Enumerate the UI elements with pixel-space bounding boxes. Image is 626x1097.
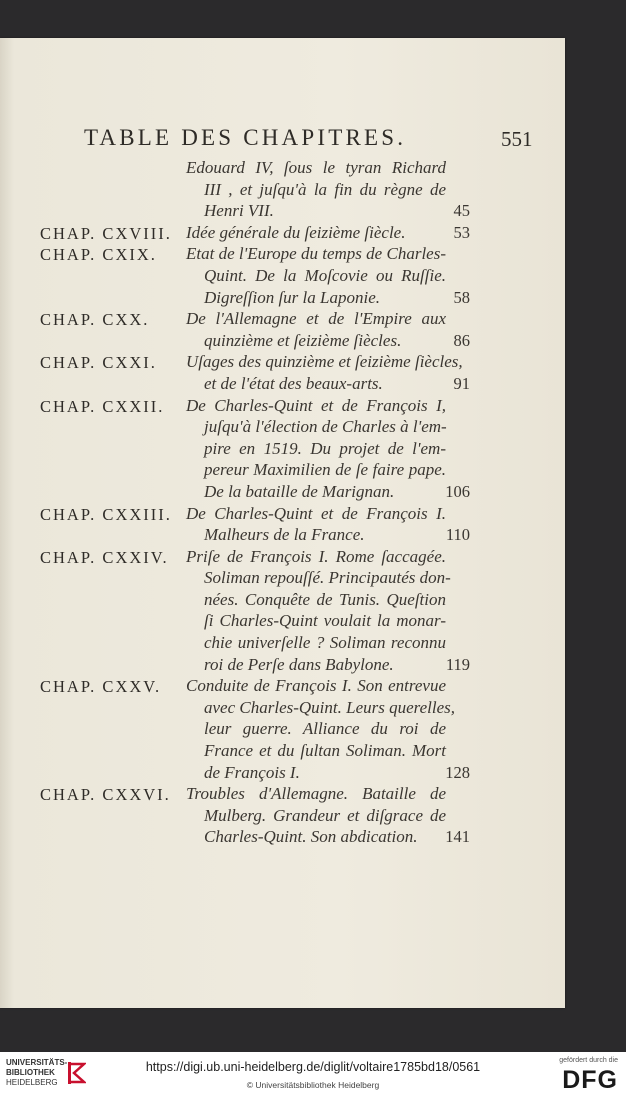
chapter-label: CHAP. CXXVI.	[40, 785, 171, 805]
toc-entry	[0, 222, 565, 244]
toc-page-number: 91	[453, 373, 470, 393]
description-text: Edouard IV, ſous le tyran Richard	[186, 158, 446, 177]
description-text: pire en 1519. Du projet de l'em-	[204, 438, 446, 458]
library-name-line: UNIVERSITÄTS-	[6, 1058, 68, 1067]
description-line	[186, 308, 446, 330]
description-line	[204, 438, 446, 460]
description-text: Conduite de François I. Son entrevue	[186, 676, 446, 696]
toc-entry	[0, 675, 565, 783]
permalink-url[interactable]: https://digi.ub.uni-heidelberg.de/diglit/voltaire1785bd18/0561	[145, 1060, 481, 1074]
description-line	[204, 179, 446, 201]
description-line	[204, 567, 451, 589]
description-text: quinzième et ſeizième ſiècles.	[204, 330, 402, 350]
toc-entry	[0, 783, 565, 848]
toc-page-number: 45	[453, 201, 470, 221]
library-name-line: HEIDELBERG	[6, 1078, 58, 1087]
description-text: Priſe de François I. Rome ſaccagée.	[186, 546, 446, 566]
description-text: De Charles-Quint et de François I,	[186, 395, 446, 415]
description-text: de François I.	[204, 762, 300, 782]
description-line	[204, 826, 470, 848]
description-text: Troubles d'Allemagne. Bataille de	[186, 784, 446, 804]
description-line	[186, 395, 446, 417]
chapter-label: CHAP. CXIX.	[40, 245, 157, 265]
toc-page-number: 53	[453, 222, 470, 242]
description-line	[204, 524, 470, 546]
library-name-line: BIBLIOTHEK	[6, 1068, 55, 1077]
description-line	[186, 222, 470, 244]
description-text: France et du ſultan Soliman. Mort	[204, 741, 446, 761]
description-line	[186, 157, 446, 179]
toc-page-number: 106	[445, 481, 470, 501]
description-line	[204, 287, 470, 309]
toc-entry	[0, 157, 565, 222]
chapter-label: CHAP. CXXII.	[40, 396, 165, 416]
description-line	[204, 610, 446, 632]
description-line	[204, 459, 446, 481]
description-line	[204, 265, 446, 287]
description-text: pereur Maximilien de ſe faire pape.	[204, 460, 446, 480]
toc-entry	[0, 546, 565, 676]
chapter-description	[186, 243, 470, 308]
chapter-description	[186, 783, 470, 848]
chapter-description	[186, 351, 470, 394]
toc-entry	[0, 351, 565, 394]
toc-page-number: 58	[453, 287, 470, 307]
copyright-notice: © Universitätsbibliothek Heidelberg	[246, 1080, 380, 1090]
description-line	[204, 373, 470, 395]
description-text: Soliman repouſſé. Principautés don-	[204, 568, 451, 588]
description-text: De Charles-Quint et de François I.	[186, 503, 446, 523]
description-text: nées. Conquête de Tunis. Queſtion	[204, 589, 446, 609]
description-line	[204, 740, 446, 762]
description-text: III , et juſqu'à la fin du règne de	[204, 179, 446, 199]
description-line	[204, 718, 446, 740]
description-line	[204, 654, 470, 676]
description-text: Mulberg. Grandeur et diſgrace de	[204, 805, 446, 825]
description-text: De la bataille de Marignan.	[204, 481, 395, 501]
toc-entry	[0, 308, 565, 351]
chapter-description	[186, 222, 470, 244]
description-text: ſi Charles-Quint voulait la monar-	[204, 611, 446, 631]
toc-page-number: 119	[445, 654, 470, 674]
chapter-label: CHAP. CXX.	[40, 310, 150, 330]
chapter-description	[186, 395, 470, 503]
description-line	[186, 243, 446, 265]
viewer-footer	[0, 1052, 626, 1097]
description-line	[186, 675, 446, 697]
description-line	[186, 351, 463, 373]
description-line	[186, 503, 446, 525]
running-title: TABLE DES CHAPITRES.	[84, 125, 407, 150]
toc-entry	[0, 395, 565, 503]
chapter-description	[186, 308, 470, 351]
description-line	[186, 783, 446, 805]
toc-page-number: 128	[445, 762, 470, 782]
chapter-label: CHAP. CXXI.	[40, 353, 157, 373]
page-number: 551	[501, 127, 533, 151]
toc-page-number: 110	[445, 525, 470, 545]
description-line	[204, 200, 470, 222]
chapter-description	[186, 675, 470, 783]
description-text: Quint. De la Moſcovie ou Ruſſie.	[204, 265, 446, 285]
description-text: Uſages des quinzième et ſeizième ſiècles,	[186, 352, 463, 372]
description-text: chie univerſelle ? Soliman reconnu	[204, 633, 446, 653]
chapter-description	[186, 503, 470, 546]
description-line	[204, 697, 456, 719]
toc-entry	[0, 503, 565, 546]
description-text: et de l'état des beaux-arts.	[204, 373, 383, 393]
description-text: Idée générale du ſeizième ſiècle.	[186, 222, 406, 242]
toc-entry	[0, 243, 565, 308]
description-text: Malheurs de la France.	[204, 525, 365, 545]
description-text: juſqu'à l'élection de Charles à l'em-	[204, 417, 447, 437]
dfg-logo[interactable]: DFG	[562, 1066, 618, 1094]
chapter-description	[186, 157, 470, 222]
description-line	[204, 481, 470, 503]
book-page	[0, 38, 565, 1008]
description-text: avec Charles-Quint. Leurs querelles,	[204, 697, 456, 717]
description-text: De l'Allemagne et de l'Empire aux	[186, 309, 446, 329]
table-of-contents	[0, 157, 565, 848]
chapter-label: CHAP. CXXV.	[40, 677, 162, 697]
chapter-description	[186, 546, 470, 676]
chapter-label: CHAP. CXXIV.	[40, 547, 169, 567]
description-text: roi de Perſe dans Babylone.	[204, 654, 394, 674]
description-text: Digreſſion ſur la Laponie.	[204, 287, 380, 307]
description-line	[204, 416, 446, 438]
description-line	[204, 805, 446, 827]
description-text: Etat de l'Europe du temps de Charles-	[186, 244, 446, 264]
description-line	[204, 330, 470, 352]
description-text: Charles-Quint. Son abdication.	[204, 827, 418, 847]
description-line	[186, 546, 446, 568]
description-text: Henri VII.	[204, 201, 274, 221]
description-text: leur guerre. Alliance du roi de	[204, 719, 446, 739]
description-line	[204, 632, 446, 654]
chapter-label: CHAP. CXVIII.	[40, 223, 172, 243]
description-line	[204, 762, 470, 784]
description-line	[204, 589, 446, 611]
chapter-label: CHAP. CXXIII.	[40, 504, 172, 524]
toc-page-number: 86	[453, 330, 470, 350]
funding-note: gefördert durch die	[559, 1057, 618, 1064]
toc-page-number: 141	[445, 827, 470, 847]
